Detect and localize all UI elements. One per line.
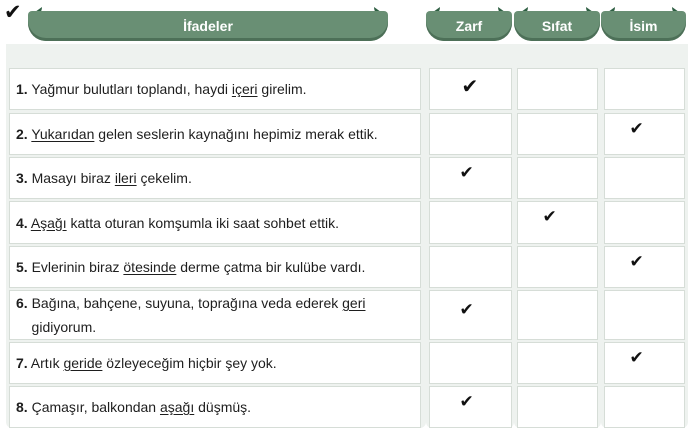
statement-text-before: Masayı biraz (27, 170, 115, 186)
check-mark-icon: ✔ (459, 300, 474, 320)
answer-cell (517, 201, 598, 244)
answer-cell (604, 386, 685, 428)
answer-cell (604, 201, 685, 244)
corner-check-mark: ✔ (4, 0, 22, 24)
statement-text-after: derme çatma bir kulübe vardı. (176, 259, 366, 275)
answer-cell (517, 342, 598, 384)
statement-text-before: Artık (27, 355, 64, 371)
underlined-word: aşağı (159, 399, 195, 415)
answer-cell (429, 342, 512, 384)
answer-cell (604, 113, 685, 155)
statement-text-after: çekelim. (136, 170, 192, 186)
statement-text (16, 291, 366, 339)
check-mark-icon: ✔ (629, 348, 644, 368)
statement-text-line2: gidiyorum. (16, 319, 97, 335)
check-mark-icon: ✔ (629, 252, 644, 272)
underlined-word: geri (342, 295, 366, 311)
answer-cell (517, 68, 598, 110)
statement-text-before: Bağına, bahçene, suyuna, toprağına veda ederek (27, 295, 343, 311)
answer-cell (604, 290, 685, 340)
header-ifadeler-label: İfadeler (183, 18, 233, 34)
check-mark-icon: ✔ (459, 392, 474, 412)
underlined-word: ötesinde (123, 259, 177, 275)
statement-number: 4. (16, 214, 28, 231)
statement-text-after: düşmüş. (194, 399, 252, 415)
statement-text (16, 166, 192, 190)
statement-number: 7. (16, 355, 28, 371)
answer-cell (604, 342, 685, 384)
answer-cell (517, 246, 598, 288)
statement-number: 8. (16, 399, 28, 415)
answer-cell (429, 246, 512, 288)
header-zarf (426, 7, 512, 41)
statement-text-after: gelen seslerin kaynağını hepimiz merak ettik. (94, 126, 378, 142)
check-mark-icon: ✔ (461, 74, 479, 98)
statement-text-before: Yağmur bulutları toplandı, haydi (27, 81, 232, 97)
answer-cell (517, 386, 598, 428)
statement-number: 3. (16, 170, 28, 186)
statement-text (16, 255, 365, 279)
header-sifat-label: Sıfat (541, 18, 573, 34)
answer-cell (604, 246, 685, 288)
underlined-word: içeri (231, 81, 258, 97)
statement-text-after: katta oturan komşumla iki saat sohbet ettik. (66, 214, 339, 231)
statement-text-before: Evlerinin biraz (27, 259, 124, 275)
statement-text (16, 395, 251, 419)
underlined-word: ileri (114, 170, 137, 186)
statement-text-after: girelim. (257, 81, 307, 97)
answer-cell (517, 113, 598, 155)
answer-cell (429, 113, 512, 155)
answer-cell (604, 157, 685, 199)
answer-cell (429, 201, 512, 244)
check-mark-icon: ✔ (459, 163, 474, 183)
underlined-word: Aşağı (30, 214, 67, 231)
statement-text (16, 211, 339, 235)
statement-text-after: özleyeceğim hiçbir şey yok. (102, 355, 277, 371)
answer-cell (517, 290, 598, 340)
header-isim (601, 7, 686, 41)
header-sifat (514, 7, 600, 41)
statement-number: 2. (16, 126, 28, 142)
header-zarf-label: Zarf (455, 18, 483, 34)
statement-number: 1. (16, 81, 28, 97)
statement-text (16, 122, 378, 146)
statement-text (16, 77, 307, 101)
check-mark-icon: ✔ (629, 119, 644, 139)
statement-text (16, 351, 277, 375)
statement-number: 5. (16, 259, 28, 275)
underlined-word: Yukarıdan (31, 126, 95, 142)
answer-cell (517, 157, 598, 199)
header-ifadeler (28, 7, 388, 41)
header-isim-label: İsim (629, 18, 658, 34)
statement-text-before: Çamaşır, balkondan (27, 399, 160, 415)
statement-number: 6. (16, 295, 28, 311)
underlined-word: geride (63, 355, 103, 371)
answer-cell (604, 68, 685, 110)
check-mark-icon: ✔ (542, 207, 557, 227)
